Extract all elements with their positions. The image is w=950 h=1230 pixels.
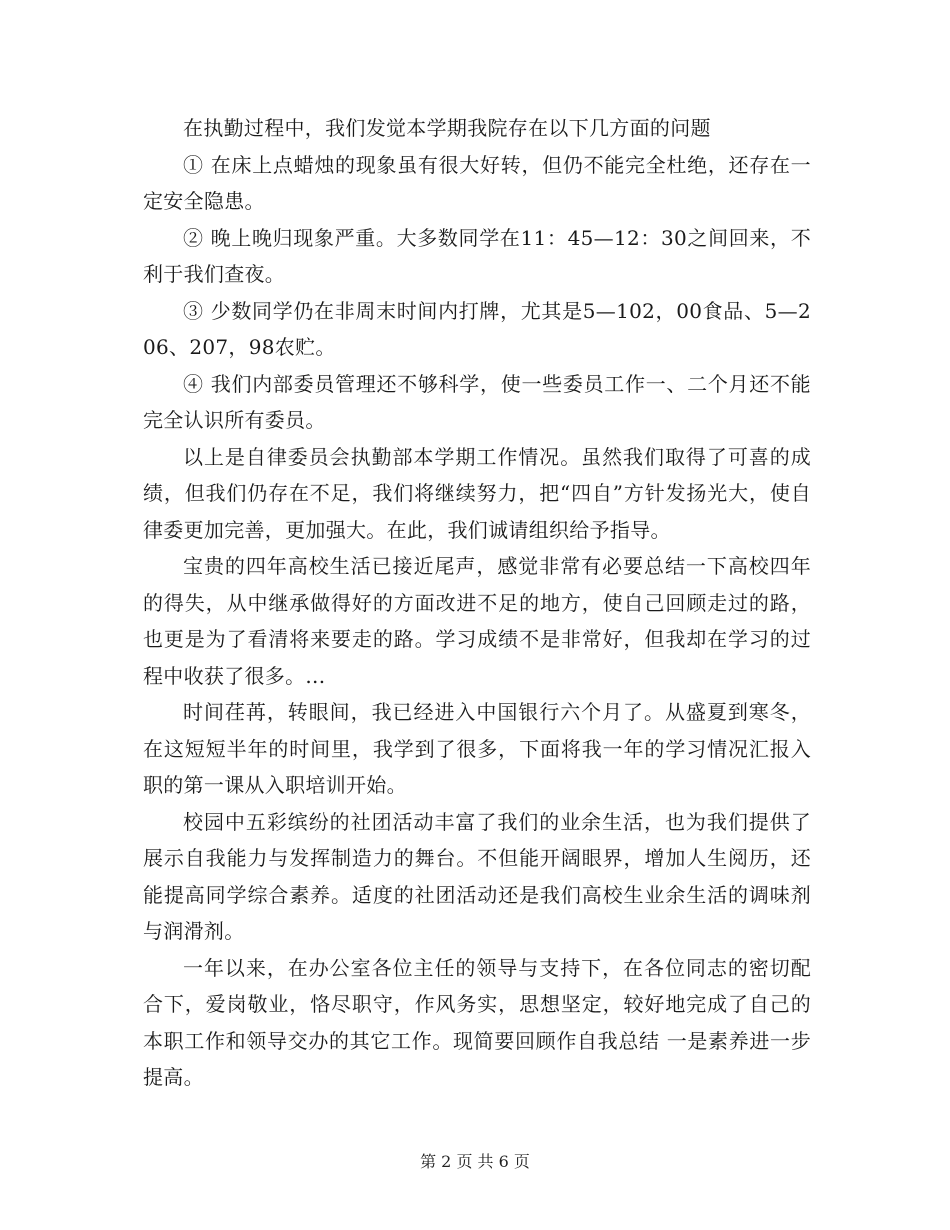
paragraph-issue-3: ③ 少数同学仍在非周末时间内打牌，尤其是5—102，00食品、5—206、207，98农贮。: [143, 298, 811, 359]
paragraph-bank-work: 时间荏苒，转眼间，我已经进入中国银行六个月了。从盛夏到寒冬，在这短短半年的时间里，我学到了很多，下面将我一年的学习情况汇报入职的第一课从入职培训开始。: [143, 700, 811, 797]
page-number-footer: 第 2 页 共 6 页: [420, 1152, 530, 1171]
paragraph-office-work: 一年以来，在办公室各位主任的领导与支持下，在各位同志的密切配合下，爱岗敬业，恪尽职守，作风务实，思想坚定，较好地完成了自己的本职工作和领导交办的其它工作。现简要回顾作自我总结 一是素养进一步提高。: [143, 955, 811, 1089]
paragraph-issue-4: ④ 我们内部委员管理还不够科学，使一些委员工作一、二个月还不能完全认识所有委员。: [143, 371, 811, 432]
paragraph-issues-intro: 在执勤过程中，我们发觉本学期我院存在以下几方面的问题: [183, 116, 711, 140]
document-body: [143, 110, 811, 1096]
paragraph-club-activities: 校园中五彩缤纷的社团活动丰富了我们的业余生活，也为我们提供了展示自我能力与发挥制造力的舞台。不但能开阔眼界，增加人生阅历，还能提高同学综合素养。适度的社团活动还是我们高校生业余生活的调味剂与润滑剂。: [143, 809, 811, 943]
paragraph-college-review: 宝贵的四年高校生活已接近尾声，感觉非常有必要总结一下高校四年的得失，从中继承做得好的方面改进不足的地方，使自己回顾走过的路，也更是为了看清将来要走的路。学习成绩不是非常好，但我却在学习的过程中收获了很多。...: [143, 554, 811, 688]
paragraph-issue-2: ② 晚上晚归现象严重。大多数同学在11：45—12：30之间回来，不利于我们查夜。: [143, 225, 811, 286]
paragraph-summary: 以上是自律委员会执勤部本学期工作情况。虽然我们取得了可喜的成绩，但我们仍存在不足，我们将继续努力，把“四自”方针发扬光大，使自律委更加完善，更加强大。在此，我们诚请组织给予指导。: [143, 444, 811, 542]
paragraph-issue-1: ① 在床上点蜡烛的现象虽有很大好转，但仍不能完全杜绝，还存在一定安全隐患。: [143, 152, 811, 213]
